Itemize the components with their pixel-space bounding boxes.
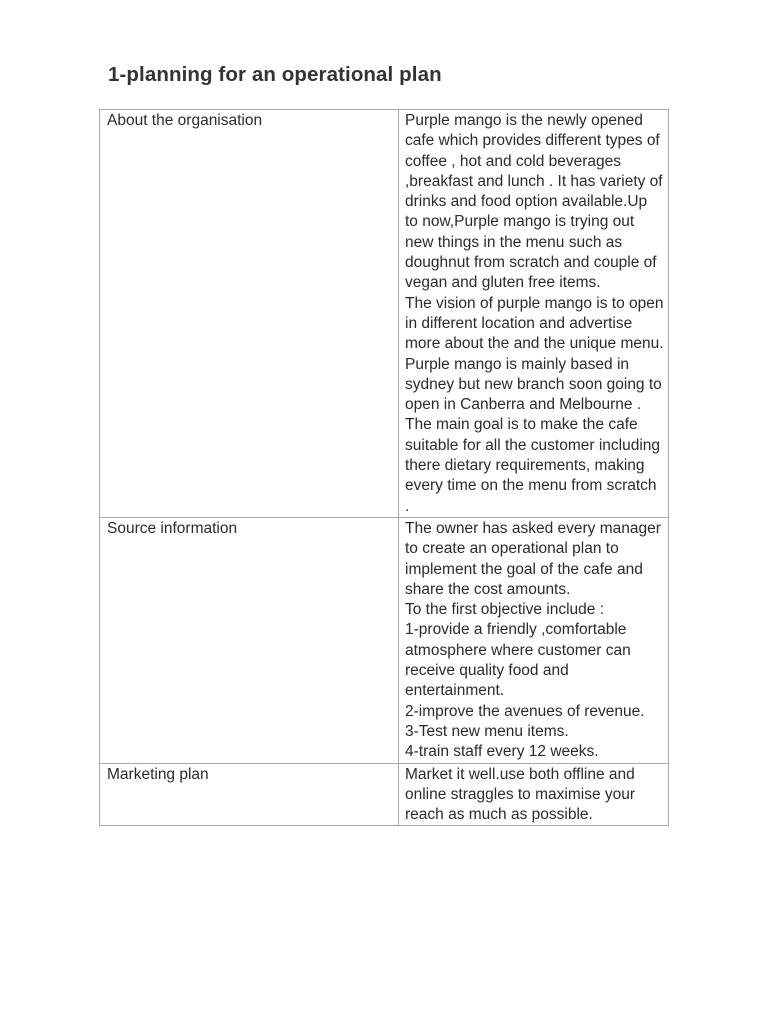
list-item: 4-train staff every 12 weeks.	[405, 743, 599, 761]
paragraph: To the first objective include :	[405, 601, 605, 619]
row-content	[399, 517, 669, 763]
page-title: 1-planning for an operational plan	[108, 63, 442, 86]
operational-plan-table	[99, 109, 669, 826]
row-content	[399, 763, 669, 826]
paragraph: Purple mango is the newly opened cafe which provides different types of coffee , hot and cold beverages ,breakfast and lunch . It has variety of drinks and food option available.Up to now,Purple mango is trying out new things in the menu such as doughnut from scratch and couple of vegan and gluten free items.	[405, 112, 663, 292]
list-item: 2-improve the avenues of revenue.	[405, 702, 645, 720]
paragraph: Purple mango is mainly based in sydney but new branch soon going to open in Canberra and Melbourne .	[405, 355, 662, 414]
table-row-source-information	[100, 517, 669, 763]
row-label: Marketing plan	[100, 763, 399, 826]
paragraph: The vision of purple mango is to open in different location and advertise more about the and the unique menu.	[405, 294, 664, 353]
table-row-about-organisation	[100, 110, 669, 518]
list-item: 3-Test new menu items.	[405, 722, 569, 740]
list-item: 1-provide a friendly ,comfortable atmosphere where customer can receive quality food and entertainment.	[405, 621, 631, 700]
row-label: Source information	[100, 517, 399, 763]
paragraph: The main goal is to make the cafe suitable for all the customer including there dietary requirements, making every time on the menu from scratch .	[405, 416, 661, 515]
table-row-marketing-plan	[100, 763, 669, 826]
row-label: About the organisation	[100, 110, 399, 518]
paragraph: Market it well.use both offline and online straggles to maximise your reach as much as possible.	[405, 765, 636, 824]
row-content	[399, 110, 669, 518]
paragraph: The owner has asked every manager to create an operational plan to implement the goal of the cafe and share the cost amounts.	[405, 519, 661, 598]
